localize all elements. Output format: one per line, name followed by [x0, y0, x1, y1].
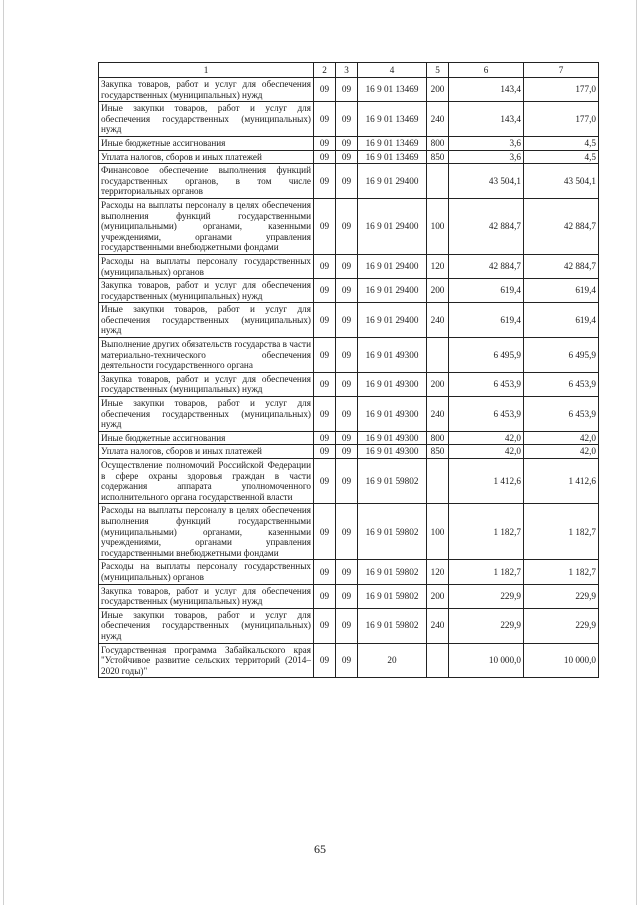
target-article-cell: 16 9 01 13469: [358, 136, 427, 150]
amount-year2-cell: 42,0: [524, 445, 599, 459]
column-header-2: 2: [314, 63, 336, 78]
section-cell: 09: [314, 372, 336, 396]
section-cell: 09: [314, 78, 336, 102]
table-row: [99, 150, 599, 164]
name-cell: Выполнение других обязательств государства в части материально-технического обеспечения деятельности государственного органа: [99, 338, 314, 373]
subsection-cell: 09: [336, 254, 358, 278]
amount-year1-cell: 1 182,7: [449, 504, 524, 560]
scan-edge-left: [3, 0, 4, 905]
amount-year2-cell: 43 504,1: [524, 164, 599, 199]
column-header-6: 6: [449, 63, 524, 78]
subsection-cell: 09: [336, 102, 358, 137]
expense-type-cell: 240: [427, 397, 449, 432]
name-cell: Закупка товаров, работ и услуг для обеспечения государственных (муниципальных) нужд: [99, 372, 314, 396]
amount-year1-cell: 10 000,0: [449, 643, 524, 678]
target-article-cell: 16 9 01 59802: [358, 459, 427, 504]
table-row: [99, 254, 599, 278]
name-cell: Расходы на выплаты персоналу государственных (муниципальных) органов: [99, 560, 314, 584]
amount-year1-cell: 143,4: [449, 78, 524, 102]
column-header-4: 4: [358, 63, 427, 78]
expense-type-cell: 100: [427, 198, 449, 254]
amount-year1-cell: 3,6: [449, 136, 524, 150]
section-cell: 09: [314, 504, 336, 560]
page-number: 65: [314, 842, 326, 856]
expense-type-cell: 200: [427, 78, 449, 102]
subsection-cell: 09: [336, 643, 358, 678]
table-row: [99, 279, 599, 303]
target-article-cell: 16 9 01 49300: [358, 397, 427, 432]
name-cell: Уплата налогов, сборов и иных платежей: [99, 445, 314, 459]
name-cell: Финансовое обеспечение выполнения функций государственных органов, в том числе территориальных органов: [99, 164, 314, 199]
expense-type-cell: 240: [427, 102, 449, 137]
amount-year2-cell: 4,5: [524, 136, 599, 150]
subsection-cell: 09: [336, 459, 358, 504]
subsection-cell: 09: [336, 397, 358, 432]
expense-type-cell: 200: [427, 372, 449, 396]
amount-year1-cell: 229,9: [449, 584, 524, 608]
section-cell: 09: [314, 198, 336, 254]
header-row: [99, 63, 599, 78]
subsection-cell: 09: [336, 431, 358, 445]
name-cell: Иные бюджетные ассигнования: [99, 431, 314, 445]
section-cell: 09: [314, 643, 336, 678]
amount-year1-cell: 1 412,6: [449, 459, 524, 504]
name-cell: Иные закупки товаров, работ и услуг для обеспечения государственных (муниципальных) нужд: [99, 303, 314, 338]
subsection-cell: 09: [336, 303, 358, 338]
amount-year2-cell: 1 182,7: [524, 560, 599, 584]
name-cell: Расходы на выплаты персоналу государственных (муниципальных) органов: [99, 254, 314, 278]
target-article-cell: 16 9 01 29400: [358, 198, 427, 254]
subsection-cell: 09: [336, 164, 358, 199]
section-cell: 09: [314, 445, 336, 459]
section-cell: 09: [314, 279, 336, 303]
table-row: [99, 459, 599, 504]
expense-type-cell: 800: [427, 136, 449, 150]
table-row: [99, 303, 599, 338]
column-header-5: 5: [427, 63, 449, 78]
table-row: [99, 78, 599, 102]
expense-type-cell: [427, 459, 449, 504]
amount-year2-cell: 10 000,0: [524, 643, 599, 678]
expense-type-cell: 200: [427, 584, 449, 608]
subsection-cell: 09: [336, 136, 358, 150]
expense-type-cell: 850: [427, 445, 449, 459]
target-article-cell: 16 9 01 59802: [358, 560, 427, 584]
subsection-cell: 09: [336, 504, 358, 560]
subsection-cell: 09: [336, 608, 358, 643]
target-article-cell: 16 9 01 59802: [358, 504, 427, 560]
amount-year1-cell: 1 182,7: [449, 560, 524, 584]
amount-year2-cell: 6 495,9: [524, 338, 599, 373]
section-cell: 09: [314, 303, 336, 338]
section-cell: 09: [314, 254, 336, 278]
section-cell: 09: [314, 164, 336, 199]
target-article-cell: 20: [358, 643, 427, 678]
name-cell: Уплата налогов, сборов и иных платежей: [99, 150, 314, 164]
target-article-cell: 16 9 01 59802: [358, 608, 427, 643]
section-cell: 09: [314, 560, 336, 584]
table-row: [99, 397, 599, 432]
table-row: [99, 198, 599, 254]
name-cell: Расходы на выплаты персоналу в целях обеспечения выполнения функций государственными (муниципальными) органами, казенными учреждениями, органами управления государственными внебюджетными фондами: [99, 504, 314, 560]
expense-type-cell: 120: [427, 254, 449, 278]
target-article-cell: 16 9 01 49300: [358, 445, 427, 459]
name-cell: Закупка товаров, работ и услуг для обеспечения государственных (муниципальных) нужд: [99, 78, 314, 102]
amount-year1-cell: 6 453,9: [449, 372, 524, 396]
table-row: [99, 504, 599, 560]
amount-year1-cell: 42,0: [449, 445, 524, 459]
amount-year2-cell: 177,0: [524, 78, 599, 102]
amount-year1-cell: 143,4: [449, 102, 524, 137]
subsection-cell: 09: [336, 445, 358, 459]
amount-year2-cell: 619,4: [524, 303, 599, 338]
expense-type-cell: 100: [427, 504, 449, 560]
name-cell: Иные закупки товаров, работ и услуг для обеспечения государственных (муниципальных) нужд: [99, 397, 314, 432]
expense-type-cell: [427, 338, 449, 373]
table-row: [99, 338, 599, 373]
section-cell: 09: [314, 459, 336, 504]
amount-year2-cell: 42,0: [524, 431, 599, 445]
amount-year1-cell: 229,9: [449, 608, 524, 643]
section-cell: 09: [314, 150, 336, 164]
amount-year2-cell: 1 412,6: [524, 459, 599, 504]
subsection-cell: 09: [336, 372, 358, 396]
target-article-cell: 16 9 01 13469: [358, 78, 427, 102]
section-cell: 09: [314, 584, 336, 608]
expense-type-cell: 120: [427, 560, 449, 584]
table-row: [99, 584, 599, 608]
expense-type-cell: 200: [427, 279, 449, 303]
expense-type-cell: [427, 643, 449, 678]
column-header-1: 1: [99, 63, 314, 78]
subsection-cell: 09: [336, 78, 358, 102]
amount-year1-cell: 42,0: [449, 431, 524, 445]
name-cell: Осуществление полномочий Российской Федерации в сфере охраны здоровья граждан в части содержания аппарата уполномоченного исполнительного органа государственной власти: [99, 459, 314, 504]
table-row: [99, 608, 599, 643]
name-cell: Иные бюджетные ассигнования: [99, 136, 314, 150]
budget-table: [98, 62, 599, 678]
amount-year2-cell: 6 453,9: [524, 372, 599, 396]
expense-type-cell: [427, 164, 449, 199]
amount-year2-cell: 177,0: [524, 102, 599, 137]
target-article-cell: 16 9 01 49300: [358, 431, 427, 445]
name-cell: Иные закупки товаров, работ и услуг для обеспечения государственных (муниципальных) нужд: [99, 102, 314, 137]
table-row: [99, 372, 599, 396]
subsection-cell: 09: [336, 584, 358, 608]
table-row: [99, 445, 599, 459]
name-cell: Государственная программа Забайкальского края "Устойчивое развитие сельских территорий (2014–2020 годы)": [99, 643, 314, 678]
expense-type-cell: 800: [427, 431, 449, 445]
amount-year1-cell: 619,4: [449, 279, 524, 303]
amount-year2-cell: 6 453,9: [524, 397, 599, 432]
amount-year2-cell: 619,4: [524, 279, 599, 303]
section-cell: 09: [314, 431, 336, 445]
name-cell: Закупка товаров, работ и услуг для обеспечения государственных (муниципальных) нужд: [99, 584, 314, 608]
amount-year1-cell: 43 504,1: [449, 164, 524, 199]
amount-year1-cell: 3,6: [449, 150, 524, 164]
subsection-cell: 09: [336, 279, 358, 303]
section-cell: 09: [314, 397, 336, 432]
target-article-cell: 16 9 01 29400: [358, 164, 427, 199]
expense-type-cell: 240: [427, 608, 449, 643]
amount-year2-cell: 229,9: [524, 584, 599, 608]
column-header-7: 7: [524, 63, 599, 78]
table-row: [99, 431, 599, 445]
amount-year1-cell: 6 495,9: [449, 338, 524, 373]
subsection-cell: 09: [336, 198, 358, 254]
table-row: [99, 560, 599, 584]
amount-year2-cell: 229,9: [524, 608, 599, 643]
table-row: [99, 136, 599, 150]
target-article-cell: 16 9 01 13469: [358, 150, 427, 164]
expense-type-cell: 240: [427, 303, 449, 338]
table-row: [99, 102, 599, 137]
expense-type-cell: 850: [427, 150, 449, 164]
table-row: [99, 643, 599, 678]
table-body: [99, 78, 599, 678]
section-cell: 09: [314, 136, 336, 150]
target-article-cell: 16 9 01 59802: [358, 584, 427, 608]
amount-year2-cell: 4,5: [524, 150, 599, 164]
target-article-cell: 16 9 01 29400: [358, 254, 427, 278]
section-cell: 09: [314, 608, 336, 643]
scan-edge-right: [636, 0, 637, 905]
column-header-3: 3: [336, 63, 358, 78]
subsection-cell: 09: [336, 560, 358, 584]
name-cell: Закупка товаров, работ и услуг для обеспечения государственных (муниципальных) нужд: [99, 279, 314, 303]
target-article-cell: 16 9 01 29400: [358, 279, 427, 303]
target-article-cell: 16 9 01 13469: [358, 102, 427, 137]
section-cell: 09: [314, 102, 336, 137]
name-cell: Расходы на выплаты персоналу в целях обеспечения выполнения функций государственными (муниципальными) органами, казенными учреждениями, органами управления государственными внебюджетными фондами: [99, 198, 314, 254]
subsection-cell: 09: [336, 338, 358, 373]
section-cell: 09: [314, 338, 336, 373]
target-article-cell: 16 9 01 29400: [358, 303, 427, 338]
amount-year2-cell: 42 884,7: [524, 198, 599, 254]
target-article-cell: 16 9 01 49300: [358, 372, 427, 396]
amount-year1-cell: 42 884,7: [449, 198, 524, 254]
table-row: [99, 164, 599, 199]
amount-year2-cell: 42 884,7: [524, 254, 599, 278]
amount-year1-cell: 6 453,9: [449, 397, 524, 432]
amount-year1-cell: 42 884,7: [449, 254, 524, 278]
subsection-cell: 09: [336, 150, 358, 164]
amount-year2-cell: 1 182,7: [524, 504, 599, 560]
target-article-cell: 16 9 01 49300: [358, 338, 427, 373]
name-cell: Иные закупки товаров, работ и услуг для обеспечения государственных (муниципальных) нужд: [99, 608, 314, 643]
amount-year1-cell: 619,4: [449, 303, 524, 338]
